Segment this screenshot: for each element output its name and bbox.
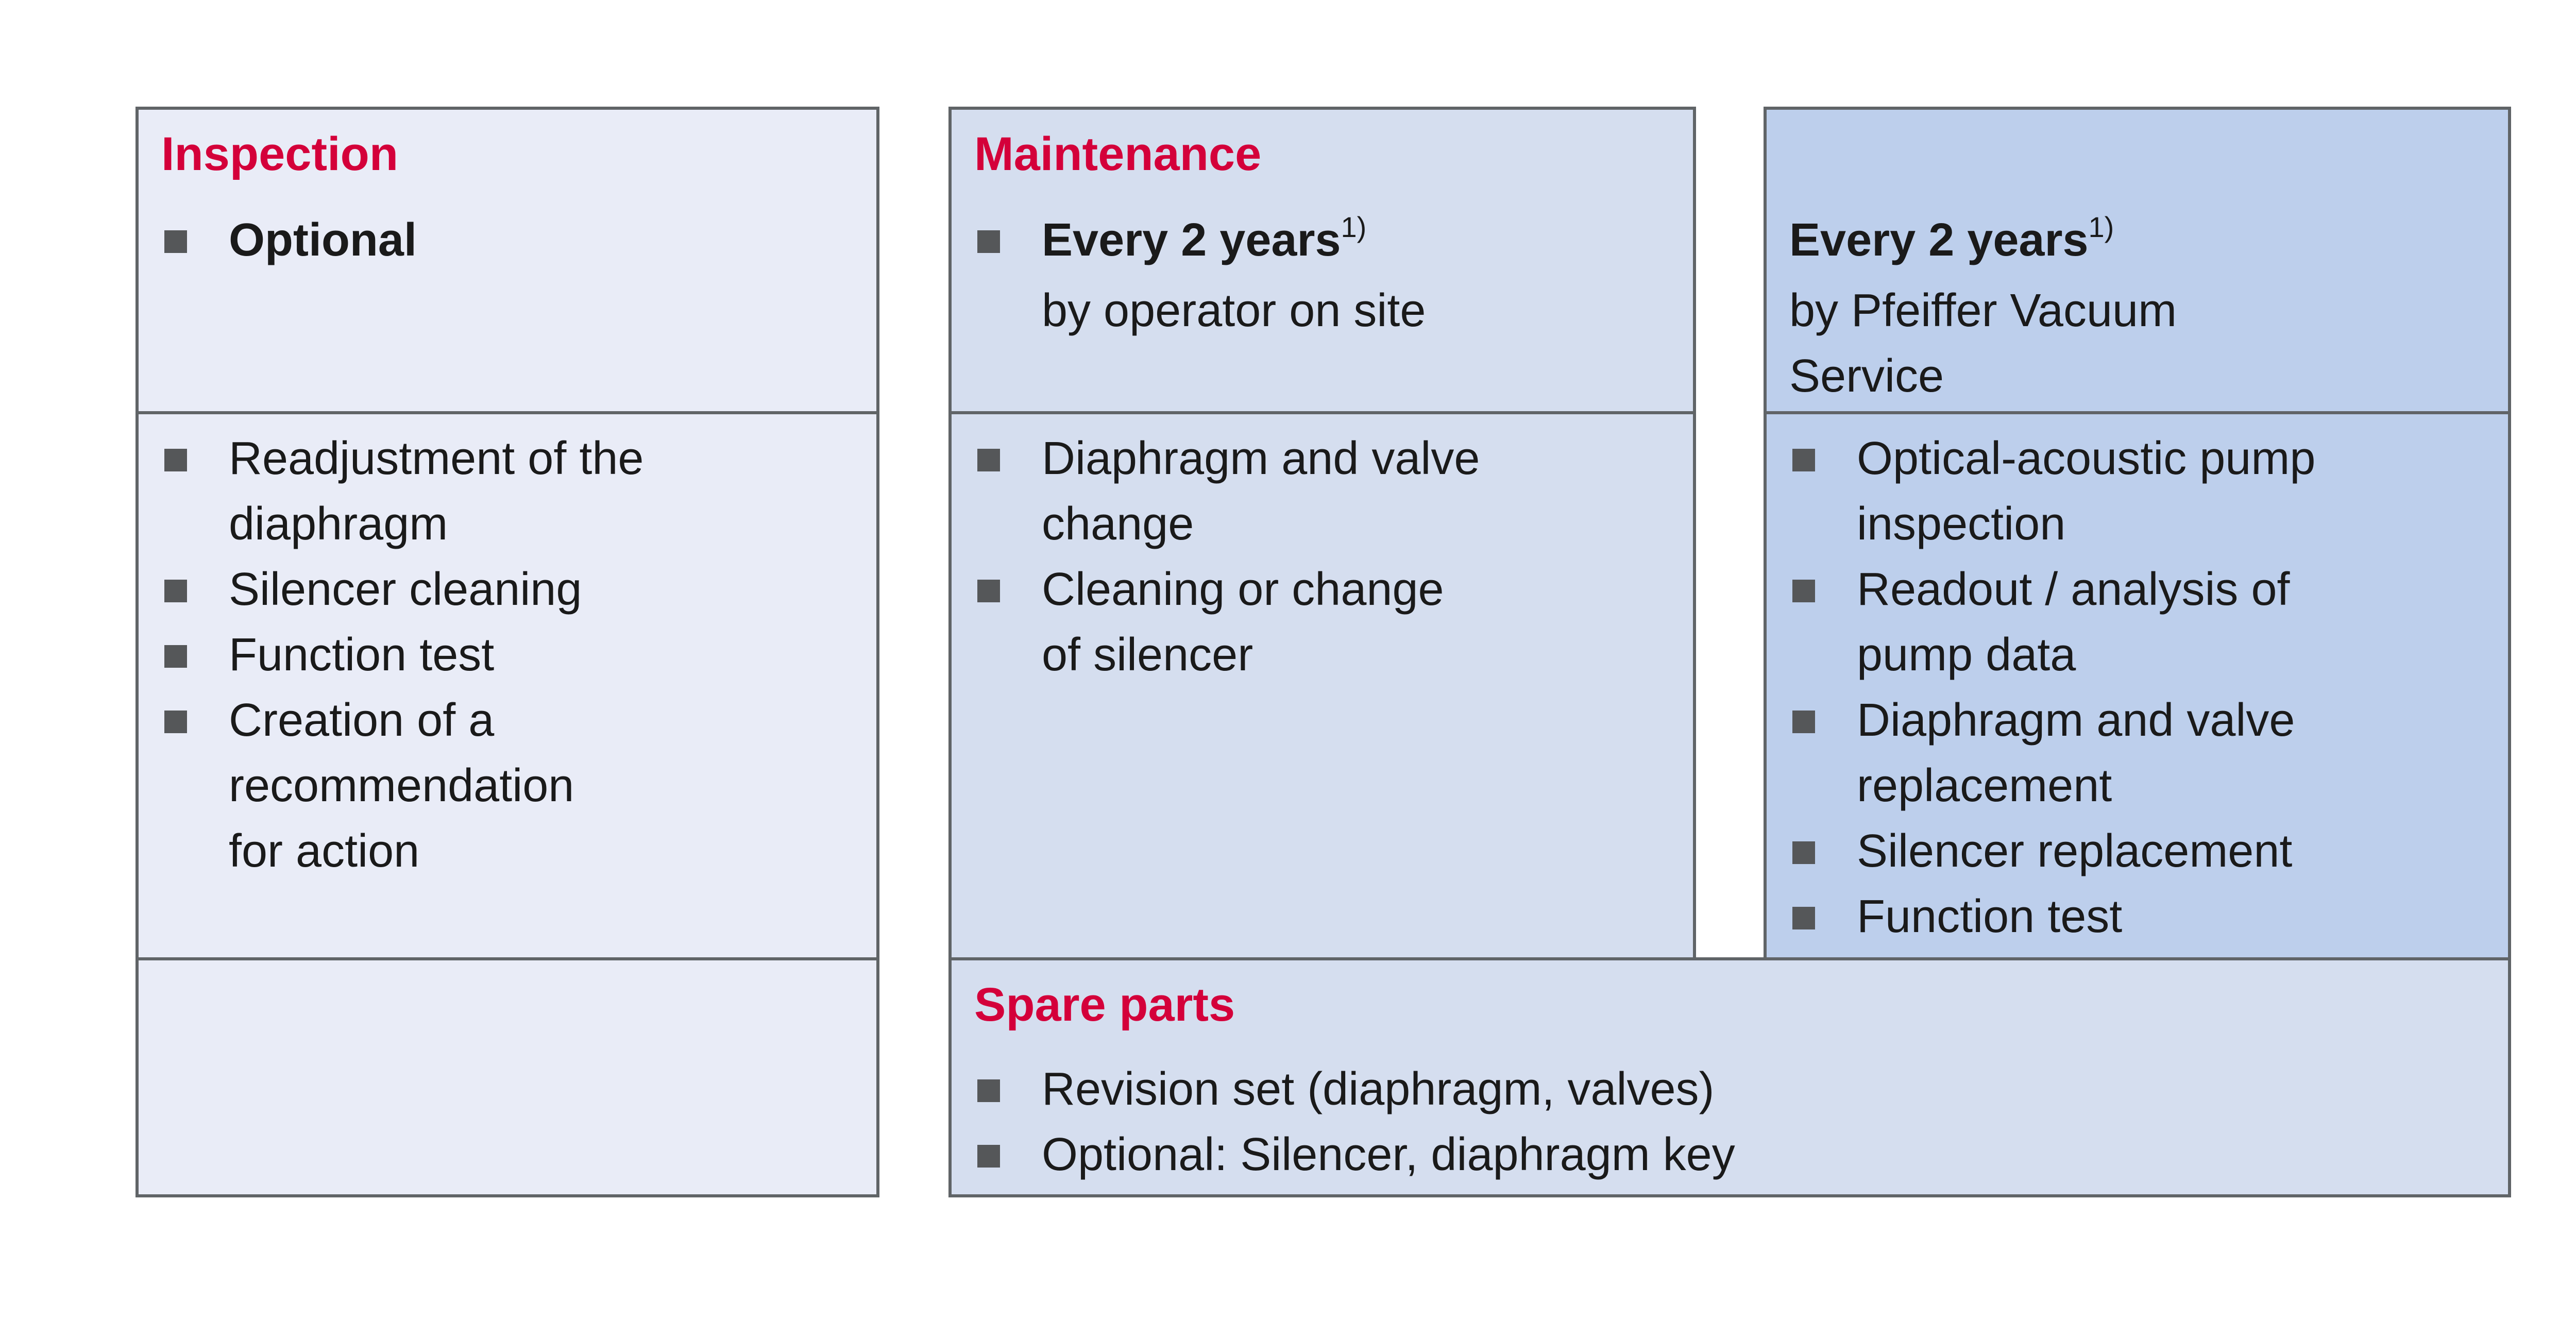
performer-text: by operator on site (1042, 285, 1426, 336)
task-text: Readjustment of the (229, 433, 644, 484)
task-text: of silencer (1042, 629, 1253, 681)
spare-parts-title: Spare parts (974, 978, 1235, 1031)
list-item (974, 557, 1672, 688)
list-item (1789, 819, 2487, 884)
task-text: Silencer cleaning (229, 564, 582, 615)
task-text: Readout / analysis of (1857, 564, 2290, 615)
task-text: Diaphragm and valve (1857, 695, 2295, 746)
maintenance-column (948, 107, 1696, 960)
interval-text: Optional (229, 214, 417, 266)
bullet-icon (977, 1145, 1000, 1168)
maintenance-header (952, 110, 1693, 414)
task-text: Function test (1857, 891, 2123, 942)
inspection-interval (161, 208, 856, 273)
bullet-icon (977, 230, 1000, 253)
bullet-icon (164, 230, 187, 253)
task-text: Cleaning or change (1042, 564, 1444, 615)
service-column (1764, 107, 2511, 960)
list-item (1789, 884, 2487, 950)
list-item (161, 426, 856, 557)
list-item (161, 688, 856, 884)
service-tasks (1767, 414, 2508, 960)
inspection-title: Inspection (161, 128, 399, 180)
maintenance-tasks (952, 414, 1693, 960)
bullet-icon (164, 711, 187, 733)
spare-part-text: Optional: Silencer, diaphragm key (1042, 1129, 1735, 1180)
footnote-ref: 1) (1341, 211, 1367, 243)
bullet-icon (1792, 711, 1815, 733)
task-text: Silencer replacement (1857, 825, 2293, 877)
bullet-icon (164, 449, 187, 471)
performer-text: Service (1789, 350, 1944, 402)
maintenance-title: Maintenance (974, 128, 1262, 180)
bullet-icon (1792, 841, 1815, 864)
service-interval (1789, 208, 2487, 409)
task-text: pump data (1857, 629, 2076, 681)
task-text: replacement (1857, 760, 2112, 811)
list-item (1789, 688, 2487, 819)
inspection-column (135, 107, 879, 1197)
service-header (1767, 110, 2508, 414)
footnote-ref: 1) (2088, 211, 2114, 243)
bullet-icon (1792, 580, 1815, 602)
list-item (974, 426, 1672, 557)
task-text: Optical-acoustic pump (1857, 433, 2316, 484)
spare-part-text: Revision set (diaphragm, valves) (1042, 1063, 1715, 1115)
task-text: recommendation (229, 760, 574, 811)
interval-text: Every 2 years (1789, 214, 2089, 266)
task-text: change (1042, 498, 1194, 550)
list-item (161, 557, 856, 622)
task-text: for action (229, 825, 420, 877)
list-item (1789, 426, 2487, 557)
inspection-tasks (139, 414, 876, 960)
list-item (974, 1122, 2487, 1188)
bullet-icon (164, 580, 187, 602)
bullet-icon (1792, 449, 1815, 471)
list-item (974, 1057, 2487, 1122)
spare-parts-panel (948, 957, 2511, 1197)
task-text: diaphragm (229, 498, 448, 550)
performer-text: by Pfeiffer Vacuum (1789, 285, 2177, 336)
bullet-icon (977, 449, 1000, 471)
bullet-icon (977, 580, 1000, 602)
spare-parts-content (952, 960, 2508, 1194)
bullet-icon (164, 645, 187, 668)
task-text: Function test (229, 629, 495, 681)
task-text: inspection (1857, 498, 2066, 550)
bullet-icon (1792, 907, 1815, 929)
bullet-icon (977, 1079, 1000, 1102)
inspection-header (139, 110, 876, 414)
list-item (1789, 557, 2487, 688)
task-text: Diaphragm and valve (1042, 433, 1480, 484)
interval-text: Every 2 years (1042, 214, 1341, 266)
task-text: Creation of a (229, 695, 495, 746)
maintenance-interval (974, 208, 1672, 344)
list-item (161, 622, 856, 688)
